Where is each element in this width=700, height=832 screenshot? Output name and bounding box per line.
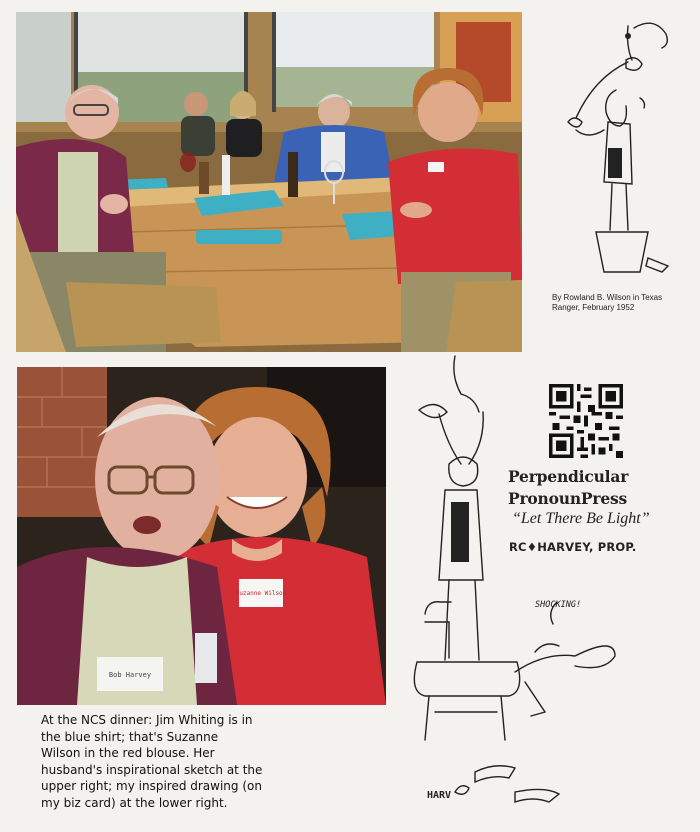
artist-signature: HARV xyxy=(427,790,452,801)
bob-name-tag: Bob Harvey xyxy=(108,671,152,679)
suzanne-name-tag: Suzanne Wilson xyxy=(235,590,287,597)
qr-code xyxy=(549,384,623,458)
credit-line-1: By Rowland B. Wilson in Texas xyxy=(552,293,663,302)
sketch-credit xyxy=(552,293,700,313)
caption-line-5: upper right; my inspired drawing (on xyxy=(41,779,262,793)
dinner-table-photo xyxy=(16,12,522,352)
caption-line-1: At the NCS dinner: Jim Whiting is in xyxy=(41,713,253,727)
credit-line-2: Ranger, February 1952 xyxy=(552,303,635,312)
caption-line-6: my biz card) at the lower right. xyxy=(41,795,228,810)
caption-line-3: Wilson in the red blouse. Her xyxy=(41,746,215,760)
rowland-wilson-sketch xyxy=(548,18,688,280)
caption-line-2: the blue shirt; that's Suzanne xyxy=(41,729,219,744)
press-slogan: “Let There Be Light” xyxy=(512,510,650,527)
speech-text: SHOCKING! xyxy=(535,600,582,610)
photo-caption xyxy=(41,712,321,811)
press-name-line-1: Perpendicular xyxy=(508,467,629,486)
press-owner: RC♦HARVEY, PROP. xyxy=(509,540,637,554)
press-name-line-2: PronounPress xyxy=(508,489,628,508)
couple-portrait-photo xyxy=(17,367,386,705)
caption-line-4: husband's inspirational sketch at the xyxy=(41,762,263,777)
